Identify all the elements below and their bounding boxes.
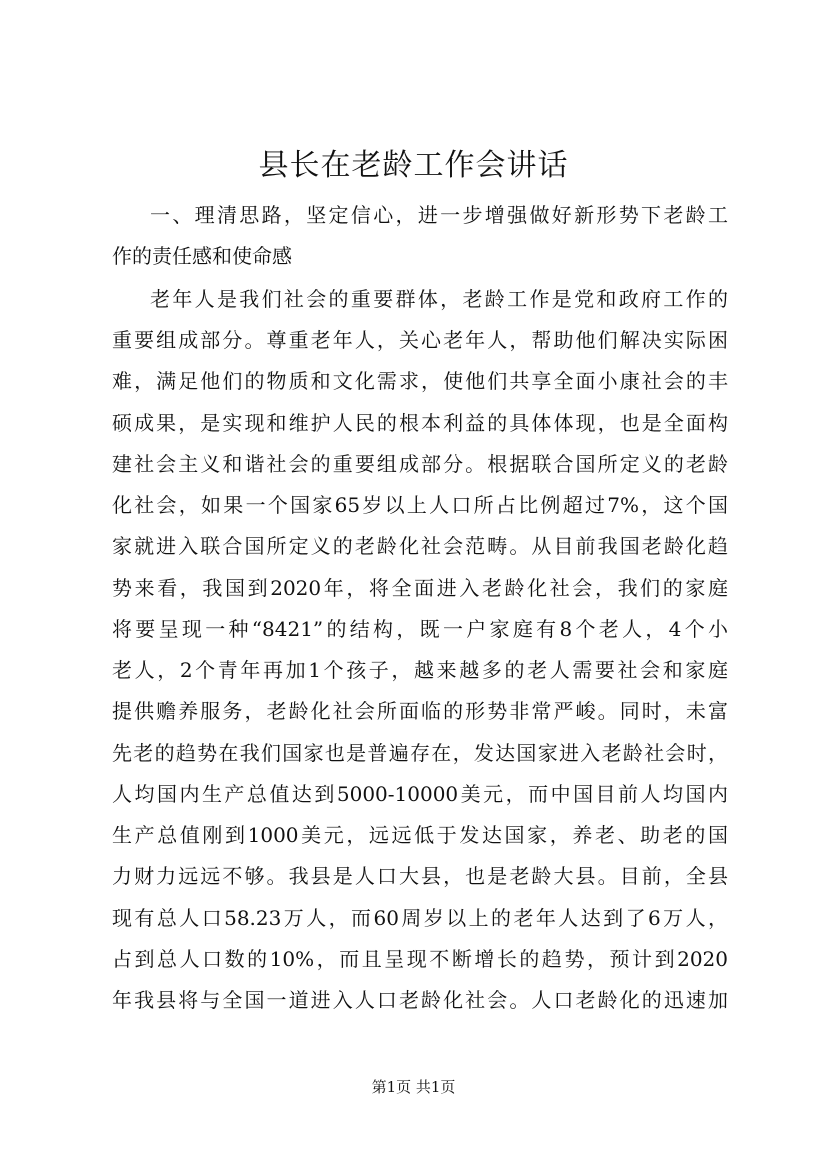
paragraph-line: 硕成果，是实现和维护人民的根本利益的具体体现，也是全面构: [112, 411, 728, 435]
paragraph-line: 将要呈现一种“8421”的结构，既一户家庭有8个老人，4个小: [112, 617, 728, 641]
paragraph-line: 人均国内生产总值达到5000-10000美元，而中国目前人均国内: [112, 782, 728, 806]
paragraph-line: 老人，2个青年再加1个孩子，越来越多的老人需要社会和家庭: [112, 658, 728, 682]
paragraph-line: 家就进入联合国所定义的老龄化社会范畴。从目前我国老龄化趋: [112, 534, 728, 558]
document-title: 县长在老龄工作会讲话: [258, 148, 569, 183]
page-footer: 第1页 共1页: [371, 1078, 456, 1096]
paragraph-line: 老年人是我们社会的重要群体，老龄工作是党和政府工作的: [150, 287, 728, 311]
paragraph-line: 提供赡养服务，老龄化社会所面临的形势非常严峻。同时，未富: [112, 699, 728, 723]
paragraph-line: 占到总人口数的10%，而且呈现不断增长的趋势，预计到2020: [112, 947, 728, 971]
paragraph-line: 重要组成部分。尊重老年人，关心老年人，帮助他们解决实际困: [112, 328, 728, 352]
paragraph-line: 力财力远远不够。我县是人口大县，也是老龄大县。目前，全县: [112, 864, 728, 888]
paragraph-line: 建社会主义和谐社会的重要组成部分。根据联合国所定义的老龄: [112, 452, 728, 476]
paragraph-line: 年我县将与全国一道进入人口老龄化社会。人口老龄化的迅速加: [112, 988, 728, 1012]
heading-line: 作的责任感和使命感: [112, 244, 292, 268]
paragraph-line: 现有总人口58.23万人，而60周岁以上的老年人达到了6万人，: [112, 906, 728, 930]
paragraph-line: 化社会，如果一个国家65岁以上人口所占比例超过7%，这个国: [112, 493, 728, 517]
paragraph-line: 难，满足他们的物质和文化需求，使他们共享全面小康社会的丰: [112, 369, 728, 393]
paragraph-line: 势来看，我国到2020年，将全面进入老龄化社会，我们的家庭: [112, 576, 728, 600]
paragraph-line: 先老的趋势在我们国家也是普遍存在，发达国家进入老龄社会时，: [112, 741, 728, 765]
heading-line: 一、理清思路，坚定信心，进一步增强做好新形势下老龄工: [150, 203, 728, 227]
paragraph-line: 生产总值刚到1000美元，远远低于发达国家，养老、助老的国: [112, 823, 728, 847]
